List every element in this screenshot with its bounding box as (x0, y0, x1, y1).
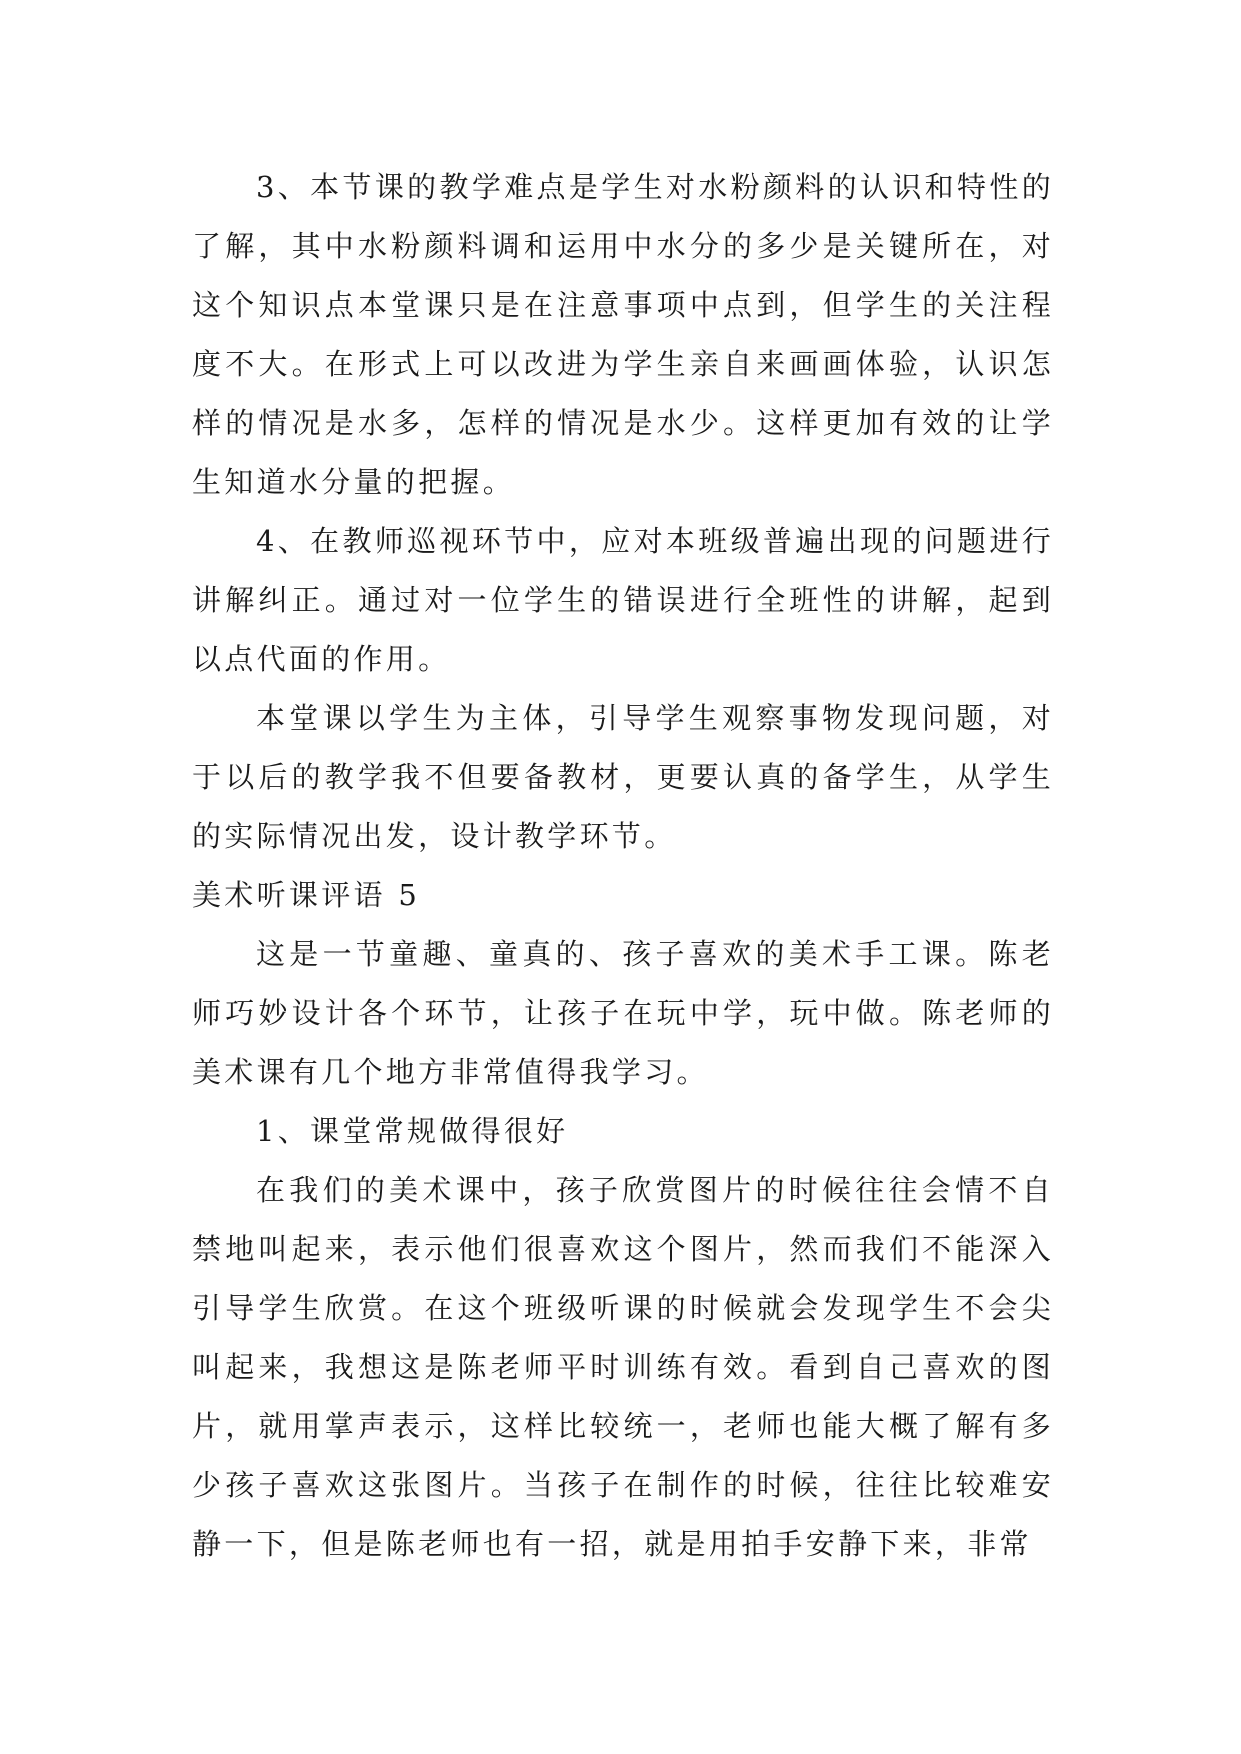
paragraph-difficulty-point: 3、本节课的教学难点是学生对水粉颜料的认识和特性的了解，其中水粉颜料调和运用中水分的多少是关键所在，对这个知识点本堂课只是在注意事项中点到，但学生的关注程度不大。在形式上可以改进为学生亲自来画画体验，认识怎样的情况是水多，怎样的情况是水少。这样更加有效的让学生知道水分量的把握。 (192, 170, 1054, 499)
paragraph-classroom-routine: 在我们的美术课中，孩子欣赏图片的时候往往会情不自禁地叫起来，表示他们很喜欢这个图片，然而我们不能深入引导学生欣赏。在这个班级听课的时候就会发现学生不会尖叫起来，我想这是陈老师平时训练有效。看到自己喜欢的图片，就用掌声表示，这样比较统一，老师也能大概了解有多少孩子喜欢这张图片。当孩子在制作的时候，往往比较难安静一下，但是陈老师也有一招，就是用拍手安静下来，非常 (192, 1173, 1054, 1561)
paragraph-intro: 这是一节童趣、童真的、孩子喜欢的美术手工课。陈老师巧妙设计各个环节，让孩子在玩中学，玩中做。陈老师的美术课有几个地方非常值得我学习。 (192, 937, 1054, 1089)
document-body (192, 158, 1054, 1574)
paragraph-patrol-feedback: 4、在教师巡视环节中，应对本班级普遍出现的问题进行讲解纠正。通过对一位学生的错误进行全班性的讲解，起到以点代面的作用。 (192, 524, 1054, 676)
paragraph-subheading: 1、课堂常规做得很好 (256, 1114, 569, 1148)
section-heading: 美术听课评语 5 (192, 878, 421, 912)
paragraph-summary: 本堂课以学生为主体，引导学生观察事物发现问题，对于以后的教学我不但要备教材，更要认真的备学生，从学生的实际情况出发，设计教学环节。 (192, 701, 1054, 853)
